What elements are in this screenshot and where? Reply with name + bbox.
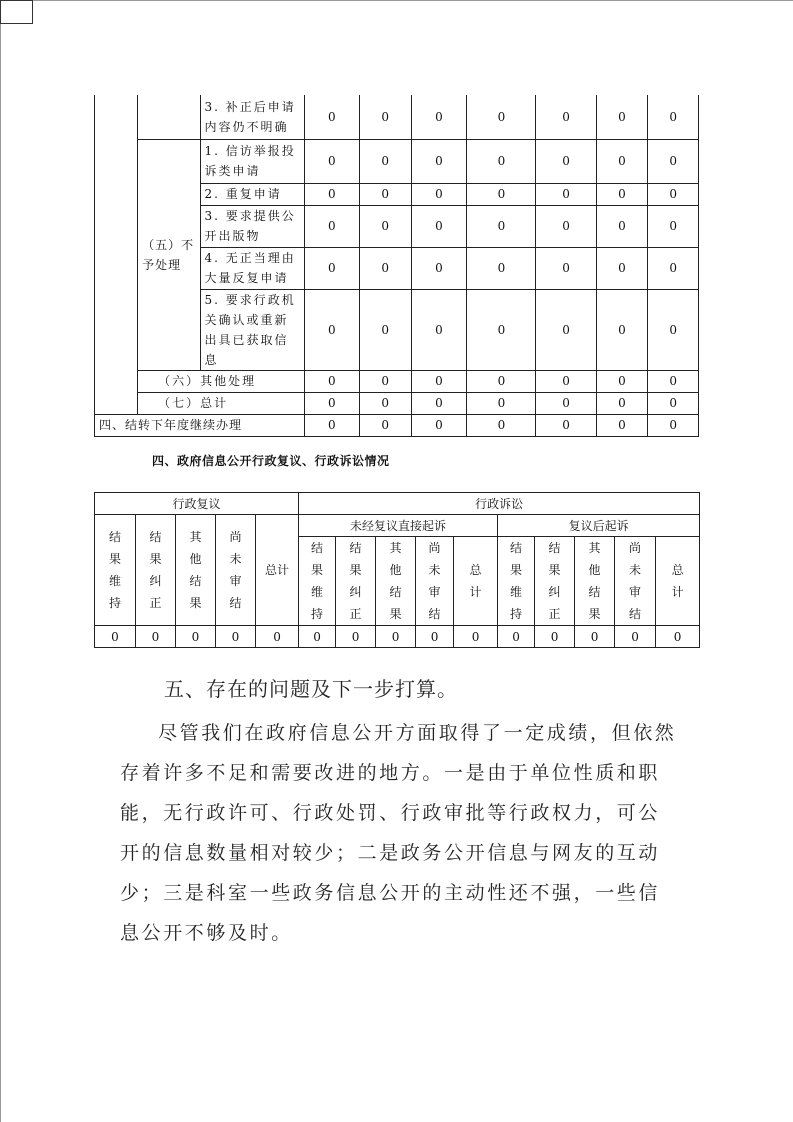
value-cell: 0 bbox=[359, 289, 411, 370]
value-cell: 0 bbox=[359, 247, 411, 289]
value-cell: 0 bbox=[596, 139, 648, 183]
value-cell: 0 bbox=[648, 205, 699, 247]
corner-marker bbox=[0, 0, 33, 24]
value-cell: 0 bbox=[596, 95, 648, 139]
value-cell: 0 bbox=[376, 626, 416, 648]
review-col-header: 总计 bbox=[256, 515, 299, 626]
value-cell: 0 bbox=[336, 626, 376, 648]
litigation-col-header: 总 计 bbox=[656, 537, 700, 626]
value-cell: 0 bbox=[304, 139, 359, 183]
value-cell: 0 bbox=[411, 205, 467, 247]
value-cell: 0 bbox=[648, 289, 699, 370]
admin-review-header: 行政复议 bbox=[95, 493, 299, 515]
value-cell: 0 bbox=[467, 392, 536, 414]
application-handling-table bbox=[94, 95, 699, 437]
value-cell: 0 bbox=[411, 289, 467, 370]
value-cell: 0 bbox=[467, 139, 536, 183]
outer-group-cell bbox=[95, 95, 138, 414]
value-cell: 0 bbox=[304, 247, 359, 289]
value-cell: 0 bbox=[359, 139, 411, 183]
after-review-header: 复议后起诉 bbox=[498, 515, 700, 537]
row-label: 1. 信访举报投诉类申请 bbox=[200, 139, 304, 183]
value-cell: 0 bbox=[411, 370, 467, 392]
value-cell: 0 bbox=[536, 370, 596, 392]
value-cell: 0 bbox=[596, 370, 648, 392]
row-label: （六）其他处理 bbox=[138, 370, 305, 392]
value-cell: 0 bbox=[467, 414, 536, 436]
table-row bbox=[95, 414, 699, 436]
value-cell: 0 bbox=[411, 247, 467, 289]
value-cell: 0 bbox=[536, 392, 596, 414]
value-cell: 0 bbox=[615, 626, 656, 648]
value-cell: 0 bbox=[536, 414, 596, 436]
value-cell: 0 bbox=[596, 392, 648, 414]
value-cell: 0 bbox=[411, 183, 467, 205]
value-cell: 0 bbox=[467, 370, 536, 392]
value-cell: 0 bbox=[359, 205, 411, 247]
value-cell: 0 bbox=[359, 392, 411, 414]
value-cell: 0 bbox=[454, 626, 498, 648]
value-cell: 0 bbox=[648, 370, 699, 392]
table-row bbox=[95, 139, 699, 183]
value-cell: 0 bbox=[299, 626, 336, 648]
row-label: 3. 补正后申请内容仍不明确 bbox=[200, 95, 304, 139]
value-cell: 0 bbox=[656, 626, 700, 648]
value-cell: 0 bbox=[467, 289, 536, 370]
value-cell: 0 bbox=[648, 414, 699, 436]
table-row bbox=[95, 370, 699, 392]
value-cell: 0 bbox=[575, 626, 615, 648]
row-label: 2. 重复申请 bbox=[200, 183, 304, 205]
litigation-col-header: 结 果 纠 正 bbox=[535, 537, 575, 626]
page-top-border bbox=[0, 0, 793, 1]
review-col-header: 结 果 维 持 bbox=[95, 515, 136, 626]
value-cell: 0 bbox=[304, 205, 359, 247]
section5-heading: 五、存在的问题及下一步打算。 bbox=[164, 677, 458, 701]
page-left-border bbox=[0, 0, 1, 1122]
value-cell: 0 bbox=[536, 183, 596, 205]
value-cell: 0 bbox=[359, 95, 411, 139]
row-label: 5. 要求行政机关确认或重新出具已获取信息 bbox=[200, 289, 304, 370]
value-cell: 0 bbox=[304, 95, 359, 139]
value-cell: 0 bbox=[411, 414, 467, 436]
value-cell: 0 bbox=[648, 183, 699, 205]
row-label: 3. 要求提供公开出版物 bbox=[200, 205, 304, 247]
value-cell: 0 bbox=[95, 626, 136, 648]
value-cell: 0 bbox=[596, 183, 648, 205]
value-cell: 0 bbox=[498, 626, 535, 648]
group-cell-empty bbox=[138, 95, 200, 139]
admin-litigation-header: 行政诉讼 bbox=[299, 493, 700, 515]
review-litigation-table bbox=[94, 492, 700, 648]
section4-title: 四、政府信息公开行政复议、行政诉讼情况 bbox=[152, 454, 390, 468]
value-cell: 0 bbox=[304, 370, 359, 392]
value-cell: 0 bbox=[648, 392, 699, 414]
section5-paragraph: 尽管我们在政府信息公开方面取得了一定成绩，但依然存着许多不足和需要改进的地方。一是由于单位性质和职能，无行政许可、行政处罚、行政审批等行政权力，可公开的信息数量相对较少；二是政务公开信息与网友的互动少；三是科室一些政务信息公开的主动性还不强，一些信息公开不够及时。 bbox=[120, 722, 677, 944]
table-row bbox=[95, 95, 699, 139]
value-cell: 0 bbox=[359, 414, 411, 436]
value-cell: 0 bbox=[304, 414, 359, 436]
value-cell: 0 bbox=[411, 139, 467, 183]
value-cell: 0 bbox=[596, 205, 648, 247]
value-cell: 0 bbox=[359, 370, 411, 392]
row-label: （七）总计 bbox=[138, 392, 305, 414]
value-cell: 0 bbox=[648, 247, 699, 289]
value-cell: 0 bbox=[596, 247, 648, 289]
value-cell: 0 bbox=[536, 205, 596, 247]
value-cell: 0 bbox=[467, 183, 536, 205]
value-cell: 0 bbox=[648, 139, 699, 183]
value-cell: 0 bbox=[648, 95, 699, 139]
litigation-col-header: 其 他 结 果 bbox=[376, 537, 416, 626]
value-cell: 0 bbox=[176, 626, 216, 648]
value-cell: 0 bbox=[304, 183, 359, 205]
table-row bbox=[95, 392, 699, 414]
value-cell: 0 bbox=[467, 95, 536, 139]
value-cell: 0 bbox=[304, 392, 359, 414]
row-label: 4. 无正当理由大量反复申请 bbox=[200, 247, 304, 289]
litigation-col-header: 尚 未 审 结 bbox=[416, 537, 454, 626]
value-cell: 0 bbox=[467, 205, 536, 247]
value-cell: 0 bbox=[359, 183, 411, 205]
value-cell: 0 bbox=[216, 626, 256, 648]
value-cell: 0 bbox=[304, 289, 359, 370]
value-cell: 0 bbox=[536, 289, 596, 370]
direct-suit-header: 未经复议直接起诉 bbox=[299, 515, 498, 537]
value-cell: 0 bbox=[411, 95, 467, 139]
value-cell: 0 bbox=[596, 414, 648, 436]
litigation-col-header: 总 计 bbox=[454, 537, 498, 626]
value-cell: 0 bbox=[536, 247, 596, 289]
litigation-col-header: 其 他 结 果 bbox=[575, 537, 615, 626]
value-cell: 0 bbox=[416, 626, 454, 648]
value-cell: 0 bbox=[535, 626, 575, 648]
row-label: 四、结转下年度继续办理 bbox=[95, 414, 305, 436]
value-cell: 0 bbox=[411, 392, 467, 414]
value-cell: 0 bbox=[136, 626, 176, 648]
value-cell: 0 bbox=[256, 626, 299, 648]
litigation-col-header: 结 果 维 持 bbox=[498, 537, 535, 626]
value-cell: 0 bbox=[596, 289, 648, 370]
value-cell: 0 bbox=[536, 95, 596, 139]
litigation-col-header: 结 果 纠 正 bbox=[336, 537, 376, 626]
litigation-col-header: 尚 未 审 结 bbox=[615, 537, 656, 626]
value-cell: 0 bbox=[467, 247, 536, 289]
review-col-header: 其 他 结 果 bbox=[176, 515, 216, 626]
review-col-header: 结 果 纠 正 bbox=[136, 515, 176, 626]
value-cell: 0 bbox=[536, 139, 596, 183]
group-label-not-processed: （五）不予处理 bbox=[138, 139, 200, 370]
review-col-header: 尚 未 审 结 bbox=[216, 515, 256, 626]
litigation-col-header: 结 果 维 持 bbox=[299, 537, 336, 626]
